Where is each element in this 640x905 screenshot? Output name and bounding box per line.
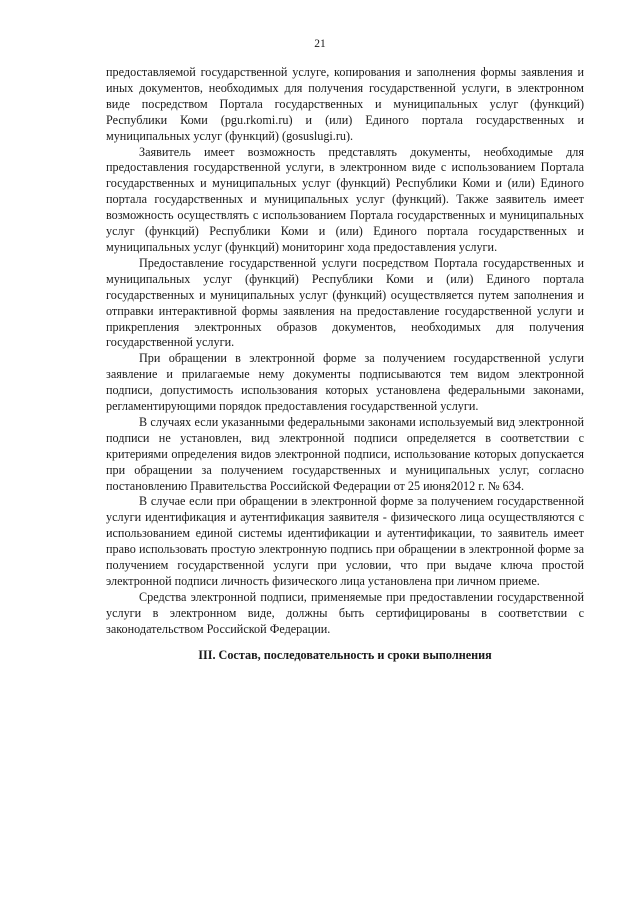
paragraph-1: предоставляемой государственной услуге, копирования и заполнения формы заявления и иных документов, необходимых для получения государственной услуги, в электронном виде посредством Портала государственных и муниципальных услуг (функций) Республики Коми (pgu.rkomi.ru) и (или) Единого портала государственных и муниципальных услуг (функций) (gosuslugi.ru). — [106, 65, 584, 143]
paragraph-6: В случае если при обращении в электронной форме за получением государственной услуги идентификация и аутентификация заявителя - физического лица осуществляются с использованием единой системы идентификации и аутентификации, то заявитель имеет право использовать простую электронную подпись при обращении в электронной форме за получением государственной услуги при условии, что при выдаче ключа простой электронной подписи личность физического лица установлена при личном приеме. — [106, 494, 584, 588]
page-number: 21 — [314, 38, 326, 50]
document-body — [106, 65, 584, 664]
paragraph-3: Предоставление государственной услуги посредством Портала государственных и муниципальных услуг (функций) Республики Коми и (или) Единого портала государственных и муниципальных услуг (функций) осуществляется путем заполнения и отправки интерактивной формы заявления на предоставление государственной услуги и прикрепления электронных образов документов, необходимых для получения государственной услуги. — [106, 255, 584, 350]
paragraph-5: В случаях если указанными федеральными законами используемый вид электронной подписи не установлен, вид электронной подписи определяется в соответствии с критериями определения видов электронной подписи, использование которых допускается при обращении за получением государственных и муниципальных услуг, согласно постановлению Правительства Российской Федерации от 25 июня2012 г. № 634. — [106, 414, 584, 493]
paragraph-4: При обращении в электронной форме за получением государственной услуги заявление и прилагаемые нему документы подписываются тем видом электронной подписи, допустимость использования которых установлена федеральными законами, регламентирующими порядок предоставления государственной услуги. — [106, 351, 584, 414]
section-heading: III. Состав, последовательность и сроки выполнения — [198, 647, 492, 662]
paragraph-7: Средства электронной подписи, применяемые при предоставлении государственной услуги в электронном виде, должны быть сертифицированы в соответствии с законодательством Российской Федерации. — [106, 589, 584, 636]
paragraph-2: Заявитель имеет возможность представлять документы, необходимые для предоставления государственной услуги, в электронном виде с использованием Портала государственных и муниципальных услуг (функций) Республики Коми и (или) Единого портала государственных и муниципальных услуг (функций). Также заявитель имеет возможность осуществлять с использованием Портала государственных и муниципальных услуг (функций) Республики Коми и (или) Единого портала государственных и муниципальных услуг (функций) мониторинг хода предоставления услуги. — [106, 144, 584, 254]
